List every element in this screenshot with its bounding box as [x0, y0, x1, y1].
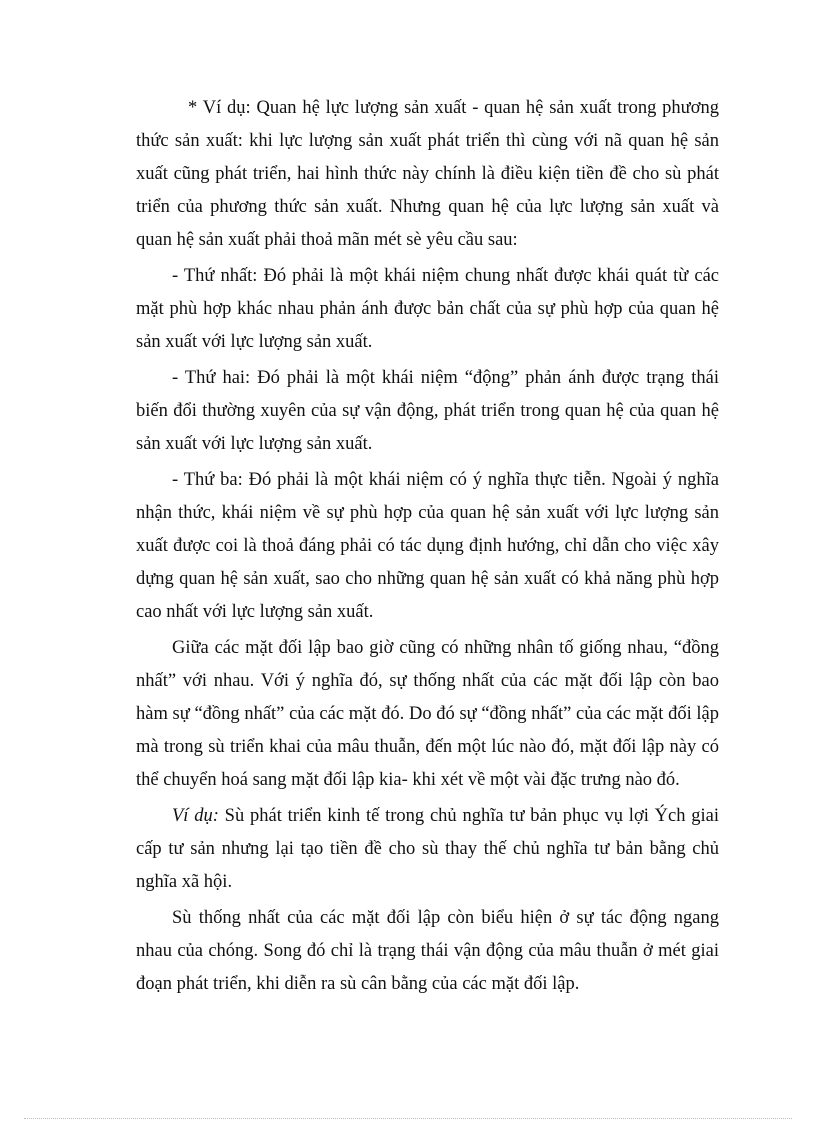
- example-text: Sù phát triển kinh tế trong chủ nghĩa tư bản phục vụ lợi Ých giai cấp tư sản nhưng lại tạo tiền đề cho sù thay thế chủ nghĩa tư bản bằng chủ nghĩa xã hội.: [136, 806, 719, 892]
- paragraph-example-production: * Ví dụ: Quan hệ lực lượng sản xuất - quan hệ sản xuất trong phương thức sản xuất: khi lực lượng sản xuất phát triển thì cùng với nã quan hệ sản xuất cũng phát triển, hai hình thức này chính là điều kiện tiền đề cho sù phát triển của phương thức sản xuất. Nhưng quan hệ của lực lượng sản xuất và quan hệ sản xuất phải thoả mãn mét sè yêu cầu sau:: [136, 98, 719, 250]
- example-label: Ví dụ:: [172, 806, 219, 826]
- page-bottom-rule: [24, 1118, 792, 1119]
- paragraph-example-capitalism: [136, 800, 719, 899]
- paragraph-third-requirement: - Thứ ba: Đó phải là một khái niệm có ý nghĩa thực tiễn. Ngoài ý nghĩa nhận thức, khái niệm về sự phù hợp của quan hệ sản xuất với lực lượng sản xuất được coi là thoả đáng phải có tác dụng định hướng, chỉ dẫn cho việc xây dựng quan hệ sản xuất, sao cho những quan hệ sản xuất có khả năng phù hợp cao nhất với lực lượng sản xuất.: [136, 470, 719, 622]
- paragraph-unity-of-opposites: Sù thống nhất của các mặt đối lập còn biểu hiện ở sự tác động ngang nhau của chóng. Song đó chỉ là trạng thái vận động của mâu thuẫn ở mét giai đoạn phát triển, khi diễn ra sù cân bằng của các mặt đối lập.: [136, 908, 719, 994]
- paragraph-identity-of-opposites: Giữa các mặt đối lập bao giờ cũng có những nhân tố giống nhau, “đồng nhất” với nhau. Với ý nghĩa đó, sự thống nhất của các mặt đối lập còn bao hàm sự “đồng nhất” của các mặt đó. Do đó sự “đồng nhất” của các mặt đối lập mà trong sù triển khai của mâu thuẫn, đến một lúc nào đó, mặt đối lập này có thể chuyển hoá sang mặt đối lập kia- khi xét về một vài đặc trưng nào đó.: [136, 638, 719, 790]
- document-body: [136, 92, 719, 1001]
- paragraph-second-requirement: - Thứ hai: Đó phải là một khái niệm “động” phản ánh được trạng thái biến đổi thường xuyên của sự vận động, phát triển trong quan hệ của quan hệ sản xuất với lực lượng sản xuất.: [136, 368, 719, 454]
- paragraph-first-requirement: - Thứ nhất: Đó phải là một khái niệm chung nhất được khái quát từ các mặt phù hợp khác nhau phản ánh được bản chất của sự phù hợp của quan hệ sản xuất với lực lượng sản xuất.: [136, 266, 719, 352]
